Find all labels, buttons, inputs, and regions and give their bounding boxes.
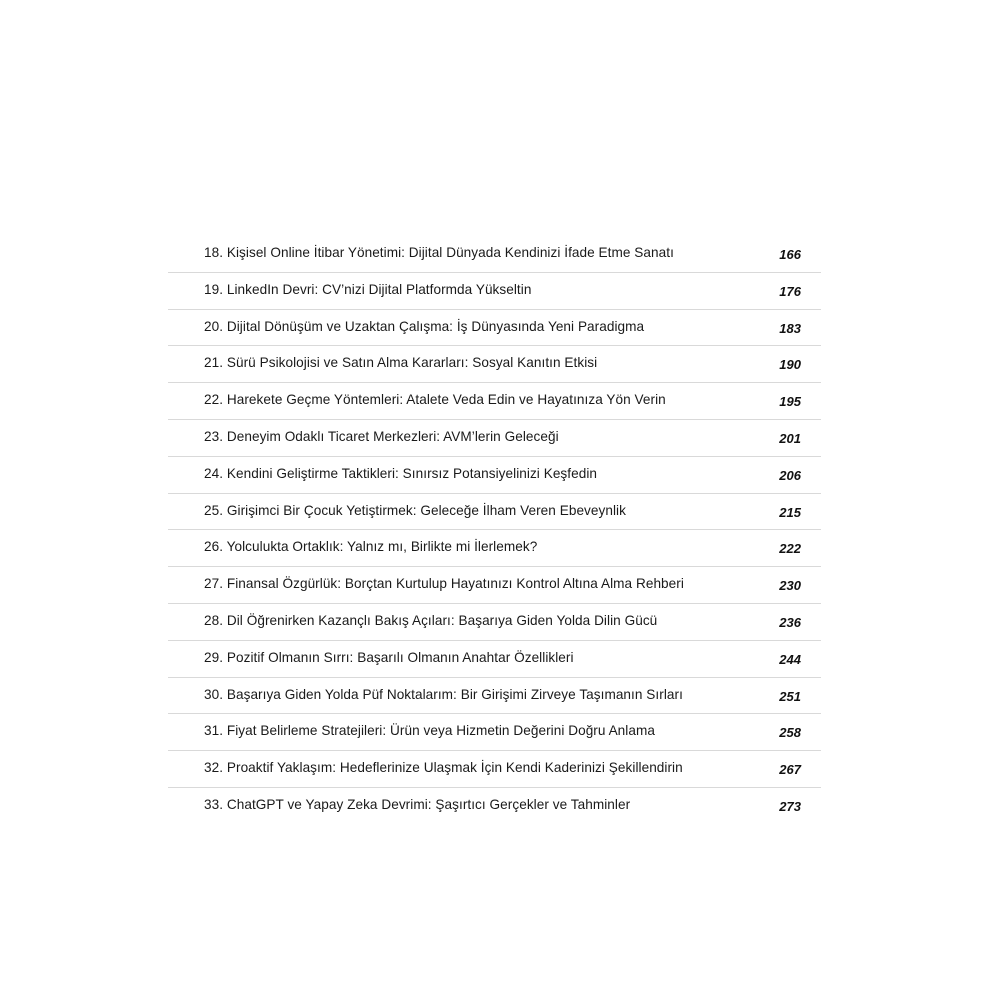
toc-entry-title: 31. Fiyat Belirleme Stratejileri: Ürün veya Hizmetin Değerini Doğru Anlama (204, 723, 655, 739)
table-of-contents (168, 236, 821, 825)
toc-entry (168, 457, 821, 494)
toc-entry (168, 641, 821, 678)
toc-entry-page: 195 (779, 394, 801, 410)
toc-entry (168, 530, 821, 567)
toc-entry (168, 310, 821, 347)
toc-entry-title: 23. Deneyim Odaklı Ticaret Merkezleri: AVM’lerin Geleceği (204, 428, 559, 444)
toc-entry-title: 22. Harekete Geçme Yöntemleri: Atalete Veda Edin ve Hayatınıza Yön Verin (204, 392, 666, 408)
toc-entry (168, 236, 821, 273)
toc-entry-page: 206 (779, 467, 801, 483)
toc-entry-page: 236 (779, 614, 801, 630)
toc-entry-page: 190 (779, 357, 801, 373)
toc-entry (168, 567, 821, 604)
toc-entry (168, 494, 821, 531)
toc-entry (168, 751, 821, 788)
toc-entry-page: 251 (779, 688, 801, 704)
toc-entry-page: 215 (779, 504, 801, 520)
toc-entry-title: 30. Başarıya Giden Yolda Püf Noktalarım: Bir Girişimi Zirveye Taşımanın Sırları (204, 686, 683, 702)
toc-entry-page: 273 (779, 798, 801, 814)
toc-entry-title: 18. Kişisel Online İtibar Yönetimi: Dijital Dünyada Kendinizi İfade Etme Sanatı (204, 245, 674, 260)
toc-entry-page: 244 (779, 651, 801, 667)
toc-entry (168, 383, 821, 420)
toc-entry-title: 27. Finansal Özgürlük: Borçtan Kurtulup Hayatınızı Kontrol Altına Alma Rehberi (204, 576, 684, 592)
toc-entry (168, 714, 821, 751)
toc-entry-title: 33. ChatGPT ve Yapay Zeka Devrimi: Şaşırtıcı Gerçekler ve Tahminler (204, 796, 631, 812)
toc-entry-title: 29. Pozitif Olmanın Sırrı: Başarılı Olmanın Anahtar Özellikleri (204, 649, 574, 665)
toc-entry-title: 25. Girişimci Bir Çocuk Yetiştirmek: Geleceğe İlham Veren Ebeveynlik (204, 502, 626, 518)
toc-entry-page: 230 (779, 578, 801, 594)
toc-entry-page: 176 (779, 283, 801, 299)
toc-entry-title: 24. Kendini Geliştirme Taktikleri: Sınırsız Potansiyelinizi Keşfedin (204, 465, 598, 481)
toc-entry (168, 420, 821, 457)
toc-entry-page: 183 (779, 320, 801, 336)
toc-entry-page: 166 (779, 247, 801, 262)
toc-entry-title: 20. Dijital Dönüşüm ve Uzaktan Çalışma: İş Dünyasında Yeni Paradigma (204, 318, 645, 334)
toc-entry-title: 26. Yolculukta Ortaklık: Yalnız mı, Birlikte mi İlerlemek? (204, 539, 538, 555)
toc-entry (168, 788, 821, 825)
toc-entry (168, 273, 821, 310)
toc-entry (168, 604, 821, 641)
toc-entry-page: 267 (779, 762, 801, 778)
toc-entry-title: 19. LinkedIn Devri: CV’nizi Dijital Platformda Yükseltin (204, 281, 532, 297)
toc-entry-page: 258 (779, 725, 801, 741)
toc-entry (168, 678, 821, 715)
toc-entry-page: 201 (779, 430, 801, 446)
toc-entry-title: 21. Sürü Psikolojisi ve Satın Alma Kararları: Sosyal Kanıtın Etkisi (204, 355, 598, 371)
toc-entry-title: 32. Proaktif Yaklaşım: Hedeflerinize Ulaşmak İçin Kendi Kaderinizi Şekillendirin (204, 760, 683, 776)
toc-entry-page: 222 (779, 541, 801, 557)
toc-entry-title: 28. Dil Öğrenirken Kazançlı Bakış Açıları: Başarıya Giden Yolda Dilin Gücü (204, 612, 658, 628)
toc-entry (168, 346, 821, 383)
